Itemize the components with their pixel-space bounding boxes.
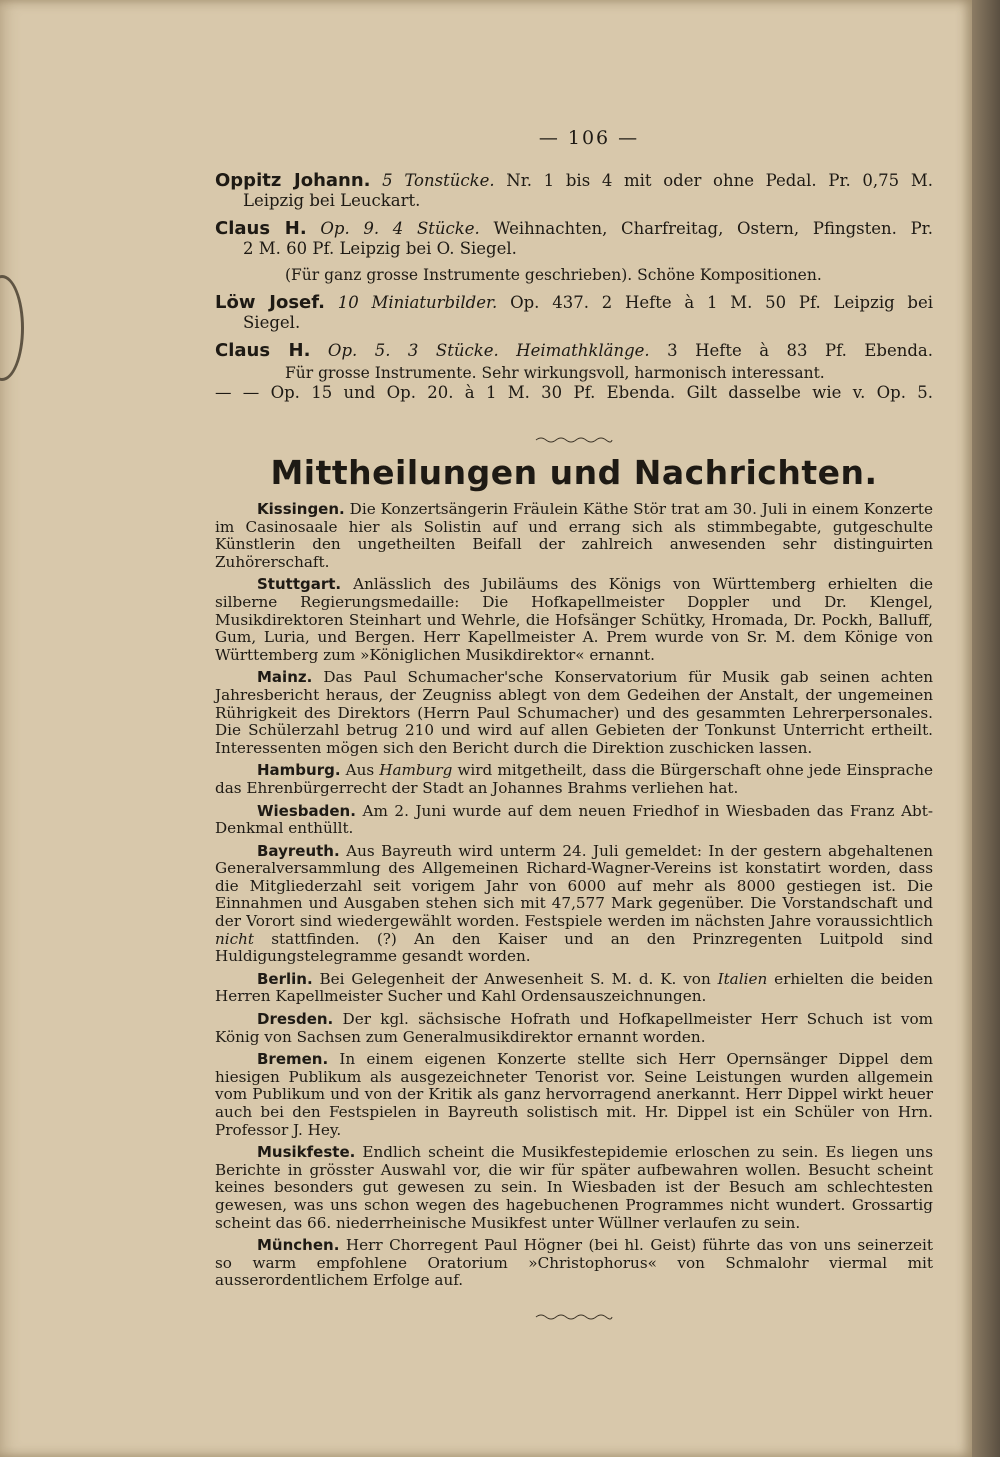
news-place: Berlin. <box>257 969 313 988</box>
wave-divider-icon <box>534 436 614 444</box>
news-item: Berlin. Bei Gelegenheit der Anwesenheit S. M. d. K. von Italien erhielten die beiden Herren Kapellmeister Sucher und Kahl Ordensauszeichnungen. <box>215 969 933 1006</box>
news-item: Stuttgart. Anlässlich des Jubiläums des Königs von Württemberg erhielten die silberne Regierungsmedaille: Die Hofkapellmeister Doppler und Dr. Klengel, Musikdirektoren Steinhart und Wehrle, die Hofsänger Schütky, Hromada, Dr. Pockh, Balluff, Gum, Luria, und Bergen. Herr Kapellmeister A. Prem wurde von Sr. M. dem Könige von Württemberg zum »Königlichen Musikdirektor« ernannt. <box>215 575 933 664</box>
entry-author: Claus H. <box>215 218 307 239</box>
news-place: München. <box>257 1236 340 1255</box>
page-content <box>215 128 933 1340</box>
news-place: Bayreuth. <box>257 841 340 860</box>
news-place: Bremen. <box>257 1050 329 1069</box>
entry-work: Op. 5. 3 Stücke. Heimathklänge. <box>327 341 650 360</box>
entry-continuation: Siegel. <box>243 313 301 332</box>
news-item: Kissingen. Die Konzertsängerin Fräulein Käthe Stör trat am 30. Juli in einem Konzerte im Casinosaale hier als Solistin auf und errang sich als stimmbegabte, gutgeschulte Künstlerin den ungetheilten Beifall der zahlreich anwesenden sehr distinguirten Zuhörerschaft. <box>215 500 934 571</box>
news-place: Wiesbaden. <box>257 801 356 820</box>
catalog-entry <box>215 293 933 333</box>
wave-divider-icon <box>534 1313 614 1321</box>
divider-ornament <box>215 1306 933 1326</box>
news-item: Wiesbaden. Am 2. Juni wurde auf dem neuen Friedhof in Wiesbaden das Franz Abt-Denkmal enthüllt. <box>215 801 934 838</box>
entry-work: 10 Miniaturbilder. <box>337 293 498 312</box>
book-edge <box>972 0 1000 1457</box>
news-item: Bremen. In einem eigenen Konzerte stellte sich Herr Opernsänger Dippel dem hiesigen Publikum als ausgezeichneter Tenorist vor. Seine Leistungen wurden allgemein vom Publikum und von der Kritik als ganz hervorragend anerkannt. Herr Dippel wirkt heuer auch bei den Festspielen in Bayreuth solistisch mit. Hr. Dippel ist ein Schüler von Hrn. Professor J. Hey. <box>215 1050 933 1139</box>
news-item: Hamburg. Aus Hamburg wird mitgetheilt, dass die Bürgerschaft ohne jede Einsprache das Ehrenbürgerrecht der Stadt an Johannes Brahms verliehen hat. <box>215 761 934 797</box>
news-item: Musikfeste. Endlich scheint die Musikfestepidemie erloschen zu sein. Es liegen uns Berichte in grösster Auswahl vor, die wir für später aufbewahren wollen. Besucht scheint keines besonders gut gewesen zu sein. In Wiesbaden ist der Besuch am schlechtesten gewesen, was uns schon wegen des hagebuchenen Programmes nicht wundert. Grossartig scheint das 66. niederrheinische Musikfest unter Wüllner verlaufen zu sein. <box>215 1143 933 1232</box>
news-item: Dresden. Der kgl. sächsische Hofrath und Hofkapellmeister Herr Schuch ist vom König von Sachsen zum Generalmusikdirektor ernannt worden. <box>215 1010 934 1046</box>
catalog-entry <box>215 171 933 211</box>
news-place: Hamburg. <box>257 761 341 780</box>
entry-author: Oppitz Johann. <box>215 170 371 191</box>
entry-author: Löw Josef. <box>215 292 325 313</box>
entry-continuation: 2 M. 60 Pf. Leipzig bei O. Siegel. <box>243 239 517 258</box>
section-title: Mittheilungen und Nachrichten. <box>270 453 878 492</box>
entry-note: Für grosse Instrumente. Sehr wirkungsvoll, harmonisch interessant. <box>285 364 825 382</box>
entry-details: 3 Hefte à 83 Pf. Ebenda. <box>667 341 933 360</box>
news-item: München. Herr Chorregent Paul Högner (bei hl. Geist) führte das von uns seinerzeit so warm empfohlene Oratorium »Christophorus« von Schmalohr viermal mit ausserordentlichem Erfolge auf. <box>215 1236 933 1290</box>
news-place: Musikfeste. <box>257 1143 356 1162</box>
catalog-entry <box>215 219 933 259</box>
news-place: Stuttgart. <box>257 575 342 594</box>
entry-details: Weihnachten, Charfreitag, Ostern, Pfingsten. Pr. <box>493 219 933 238</box>
entry-note: (Für ganz grosse Instrumente geschrieben). Schöne Kompositionen. <box>285 266 822 284</box>
catalog-entry <box>215 341 933 361</box>
binding-mark <box>0 275 24 381</box>
entry-author: Claus H. <box>215 340 311 361</box>
entry-details: Op. 437. 2 Hefte à 1 M. 50 Pf. Leipzig bei <box>510 293 934 312</box>
entry-work: 5 Tonstücke. <box>382 171 495 190</box>
entry-dash-line: — — Op. 15 und Op. 20. à 1 M. 30 Pf. Ebenda. Gilt dasselbe wie v. Op. 5. <box>215 383 933 402</box>
entry-work: Op. 9. 4 Stücke. <box>320 219 480 238</box>
news-item: Bayreuth. Aus Bayreuth wird unterm 24. Juli gemeldet: In der gestern abgehaltenen Generalversammlung des Allgemeinen Richard-Wagner-Vereins ist konstatirt worden, dass die Mitgliederzahl seit vorigem Jahr von 6000 auf mehr als 8000 gestiegen ist. Die Einnahmen und Ausgaben stehen sich mit 47,577 Mark gegenüber. Die Vorstandschaft und der Vorort sind wiedergewählt worden. Festspiele werden im nächsten Jahre voraussichtlich nicht stattfinden. (?) An den Kaiser und an den Prinzregenten Luitpold sind Huldigungstelegramme gesandt worden. <box>215 841 933 966</box>
news-place: Kissingen. <box>257 500 345 518</box>
page-number: — 106 — <box>538 127 640 149</box>
news-list <box>215 501 933 1290</box>
entry-continuation: Leipzig bei Leuckart. <box>243 191 421 210</box>
news-place: Mainz. <box>257 668 313 687</box>
news-place: Dresden. <box>257 1010 334 1029</box>
news-item: Mainz. Das Paul Schumacher'sche Konservatorium für Musik gab seinen achten Jahresbericht heraus, der Zeugniss ablegt von dem Gedeihen der Anstalt, der ungemeinen Rührigkeit des Direktors (Herrn Paul Schumacher) und des gesammten Lehrerpersonales. Die Schülerzahl betrug 210 und wird auf allen Gebieten der Tonkunst Unterricht ertheilt. Interessenten mögen sich den Bericht durch die Direktion zuschicken lassen. <box>215 668 934 757</box>
divider-ornament <box>215 429 933 449</box>
entry-details: Nr. 1 bis 4 mit oder ohne Pedal. Pr. 0,75 M. <box>506 171 933 190</box>
